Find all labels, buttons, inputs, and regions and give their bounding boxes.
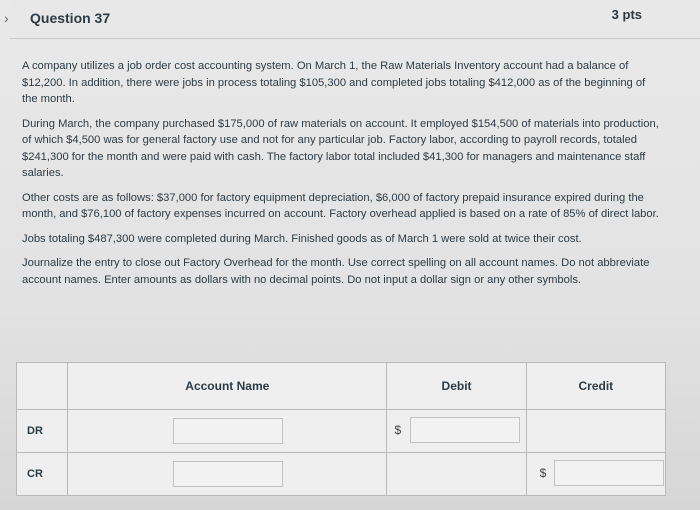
question-paragraph-5: Journalize the entry to close out Factory Overhead for the month. Use correct spelling on all account names. Do not abbreviate account names. Enter amounts as dollars with no decimal points. Do not input a dollar sign or any other symbols.: [22, 257, 650, 286]
question-paragraph-1: A company utilizes a job order cost accounting system. On March 1, the Raw Materials Inventory account had a balance of $12,200. In addition, there were jobs in process totaling $105,300 and completed jobs totaling $412,000 as of the beginning of the month.: [22, 60, 646, 105]
account-name-header: Account Name: [68, 363, 387, 410]
question-paragraph-2: During March, the company purchased $175,000 of raw materials on account. It employed $154,500 of materials into production, of which $4,500 was for general factory use and not for any particular job. Factory labor, according to payroll records, totaled $241,300 for the month and were paid with cash. The factory labor total included $41,300 for managers and maintenance staff salaries.: [22, 117, 659, 179]
journal-entry-table: [16, 362, 666, 496]
credit-cell-cr: [526, 453, 665, 496]
credit-header: Credit: [526, 363, 665, 410]
credit-input-cr[interactable]: [554, 460, 664, 486]
chevron-right-icon[interactable]: ›: [4, 10, 9, 26]
row-label-dr: DR: [17, 410, 68, 453]
question-text: [22, 58, 662, 296]
dollar-sign-cr: $: [539, 466, 547, 480]
question-points: 3 pts: [611, 7, 642, 22]
question-title: Question 37: [30, 10, 111, 26]
debit-cell-cr: [387, 453, 526, 496]
question-header: [4, 0, 700, 39]
account-name-input-cr[interactable]: [173, 461, 283, 487]
account-cell-dr: [68, 410, 387, 453]
account-name-input-dr[interactable]: [173, 418, 283, 444]
table-row-dr: [17, 410, 666, 453]
debit-cell-dr: [387, 410, 526, 453]
account-cell-cr: [68, 453, 387, 496]
table-header-row: [17, 363, 666, 410]
question-paragraph-4: Jobs totaling $487,300 were completed during March. Finished goods as of March 1 were sold at twice their cost.: [22, 232, 582, 245]
dollar-sign-dr: $: [394, 423, 402, 437]
row-label-cr: CR: [17, 453, 68, 496]
table-row-cr: [17, 453, 666, 496]
row-label-header: [17, 363, 68, 410]
question-paragraph-3: Other costs are as follows: $37,000 for factory equipment depreciation, $6,000 of factory prepaid insurance expired during the month, and $76,100 of factory expenses incurred on account. Factory overhead applied is based on a rate of 85% of direct labor.: [22, 191, 659, 220]
credit-cell-dr: [526, 410, 665, 453]
debit-header: Debit: [387, 363, 526, 410]
debit-input-dr[interactable]: [410, 417, 520, 443]
